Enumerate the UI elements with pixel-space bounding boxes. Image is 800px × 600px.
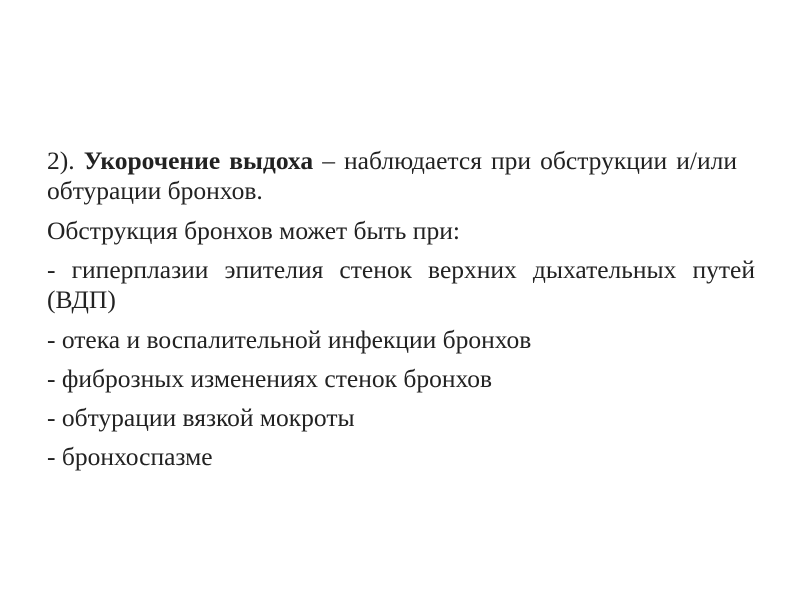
item-number: 2). [47, 146, 75, 175]
cause-item-bronchospasm: - бронхоспазме [47, 442, 213, 471]
cause-item-edema: - отека и воспалительной инфекции бронхов [47, 325, 532, 354]
obstruction-intro: Обструкция бронхов может быть при: [47, 216, 460, 245]
item-description: – наблюдается при обструкции и/или обтурации бронхов. [47, 146, 738, 205]
cause-item-sputum: - обтурации вязкой мокроты [47, 403, 355, 432]
cause-item-hyperplasia: - гиперплазии эпителия стенок верхних дыхательных путей (ВДП) [47, 255, 755, 314]
item-term: Укорочение выдоха [83, 146, 314, 175]
slide-content [47, 146, 755, 481]
item-shortened-exhalation [47, 146, 737, 206]
cause-item-fibrosis: - фиброзных изменениях стенок бронхов [47, 364, 493, 393]
